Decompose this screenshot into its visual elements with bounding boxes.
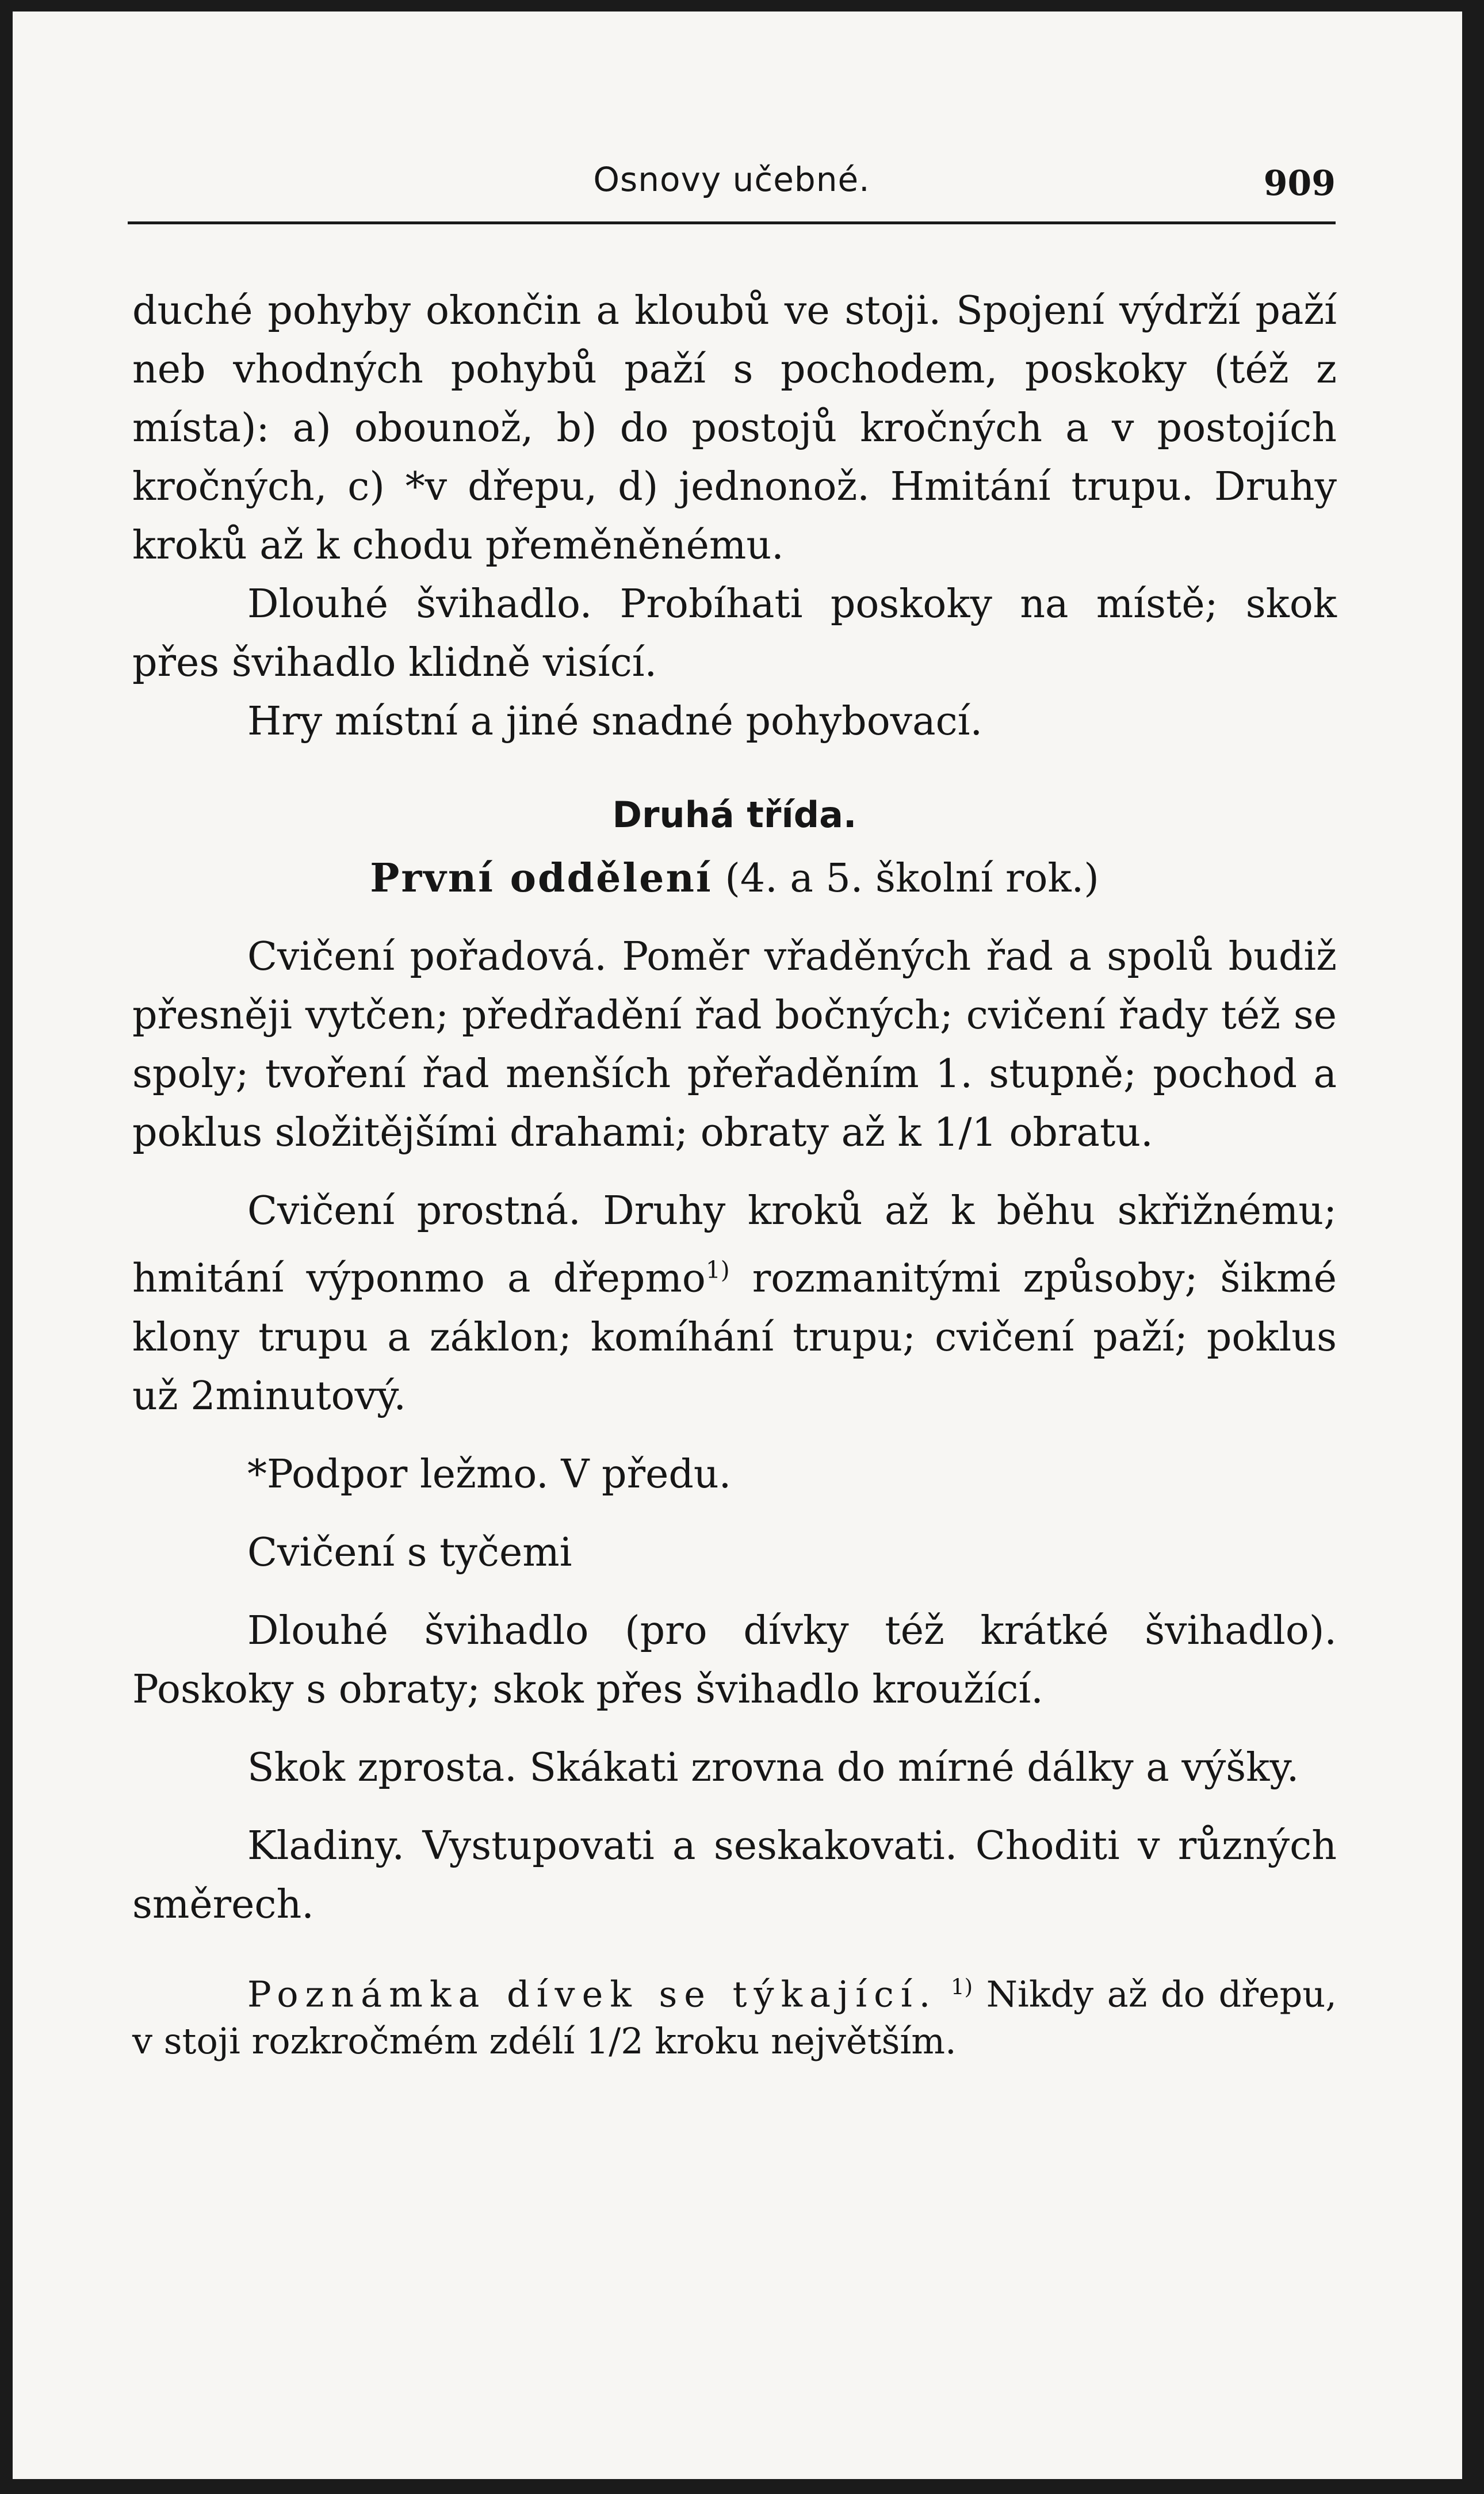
subsection-detail: (4. a 5. školní rok.) (725, 856, 1099, 901)
paragraph: Cvičení s tyčemi (247, 1529, 572, 1575)
page-number: 909 (1263, 163, 1336, 204)
paragraph: Kladiny. Vystupovati a seskakovati. Choditi v různých směrech. (132, 1823, 1337, 1927)
subsection-label: První oddělení (370, 855, 713, 901)
subsection-heading (132, 849, 1337, 908)
fraction: 1/2 (586, 2020, 644, 2063)
paragraph: *Podpor ležmo. V předu. (247, 1451, 732, 1497)
header-rule (128, 221, 1336, 224)
page-header (128, 160, 1336, 212)
paragraph: duché pohyby okončin a kloubů ve stoji. Spojení výdrží paží neb vhodných pohybů paží s pochodem, poskoky (též z místa): a) obounož, b) do postojů kročných a v postojích kročných, c) *v dřepu, d) jednonož. Hmitání trupu. Druhy kroků až k chodu přeměněnému. (132, 288, 1337, 568)
paragraph: Dlouhé švihadlo. Probíhati poskoky na místě; skok přes švihadlo klidně visící. (132, 582, 1337, 686)
book-page (13, 12, 1462, 2479)
running-title: Osnovy učebné. (593, 160, 870, 199)
footnote-mark: 1) (951, 1973, 973, 1999)
footnote: Poznámka dívek se týkající. $^{1)}$ Nikdy až do dřepu, v stoji rozkročmém zdélí 1/2 kroku největším. (132, 1973, 1337, 2063)
fraction: 1/1 (934, 1110, 997, 1156)
paragraph: Cvičení prostná. Druhy kroků až k běhu skřižnému; hmitání výponmo a dřepmo$^{1)}$ rozmanitými způsoby; šikmé klony trupu a záklon; komíhání trupu; cvičení paží; poklus už 2minutový. (132, 1188, 1337, 1419)
paragraph: Dlouhé švihadlo (pro dívky též krátké švihadlo). Poskoky s obraty; skok přes švihadlo kroužící. (132, 1608, 1337, 1712)
paragraph: Hry místní a jiné snadné pohybovací. (247, 699, 983, 744)
page-body (132, 282, 1337, 2065)
footnote-mark: 1) (705, 1256, 730, 1284)
section-title: Druhá třída. (612, 794, 857, 836)
paragraph: Cvičení pořadová. Poměr vřaděných řad a spolů budiž přesněji vytčen; předřadění řad bočných; cvičení řady též se spoly; tvoření řad menších přeřaděním 1. stupně; pochod a poklus složitějšími drahami; obraty až k 1/1 obratu. (132, 934, 1337, 1156)
paragraph: Skok zprosta. Skákati zrovna do mírné dálky a výšky. (247, 1745, 1299, 1791)
note-label: Poznámka dívek se týkající. (247, 1973, 938, 2015)
